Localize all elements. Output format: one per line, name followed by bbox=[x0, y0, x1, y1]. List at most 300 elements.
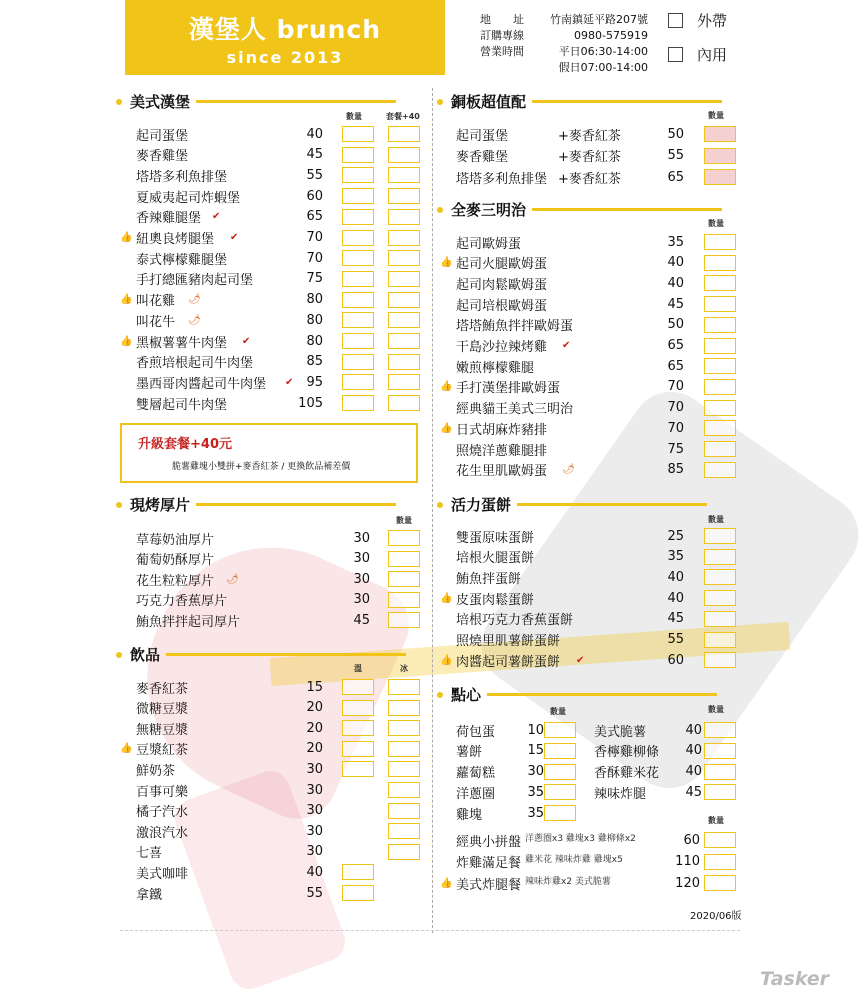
toast-item-qty-box-0[interactable] bbox=[388, 551, 420, 567]
sandwich-item-price: 70 bbox=[667, 379, 684, 395]
burger-item-qty-box-0[interactable] bbox=[342, 230, 374, 246]
burger-item-qty-box-1[interactable] bbox=[388, 188, 420, 204]
burger-item-name: 夏威夷起司炸蝦堡 bbox=[136, 190, 241, 206]
section-burgers-line bbox=[196, 100, 396, 103]
crepe-item bbox=[440, 588, 740, 608]
burger-item-qty-box-0[interactable] bbox=[342, 312, 374, 328]
sandwich-item-qty-box-0[interactable] bbox=[704, 462, 736, 478]
sandwich-item bbox=[440, 356, 740, 376]
snack-item-name: 薯餅 bbox=[456, 745, 483, 761]
snack-item-name: 雞塊 bbox=[456, 807, 483, 823]
burger-item-name: 香辣雞腿堡 bbox=[136, 211, 202, 227]
burger-item-qty-box-0[interactable] bbox=[342, 395, 374, 411]
address-value: 竹南鎮延平路207號 bbox=[550, 13, 648, 26]
combo-item-detail: 洋蔥圈x3 雞塊x3 雞柳條x2 bbox=[525, 833, 636, 844]
sandwich-item-price: 70 bbox=[667, 400, 684, 416]
crepe-item-qty-box-0[interactable] bbox=[704, 632, 736, 648]
col-qty-toast: 數量 bbox=[396, 516, 412, 525]
spicy-icon: 🌶 bbox=[562, 464, 575, 476]
snack-item-price: 40 bbox=[685, 743, 702, 759]
crepe-item-price: 55 bbox=[667, 632, 684, 647]
burger-item-qty-box-0[interactable] bbox=[342, 333, 374, 349]
drink-item bbox=[120, 698, 430, 718]
col-set-burgers: 套餐+40 bbox=[386, 112, 420, 121]
snack-item-name: 香檸雞柳條 bbox=[594, 745, 660, 761]
drink-item bbox=[120, 677, 430, 697]
sandwich-item-qty-box-0[interactable] bbox=[704, 338, 736, 354]
iron-item-qty-box-0[interactable] bbox=[704, 126, 736, 142]
spicy-icon: 🌶 bbox=[188, 294, 201, 306]
sandwich-item-price: 45 bbox=[667, 296, 684, 312]
tasker-logo: Tasker bbox=[760, 968, 830, 990]
section-drinks-dot bbox=[116, 652, 122, 658]
sandwich-item bbox=[440, 232, 740, 252]
burger-item-qty-box-1[interactable] bbox=[388, 292, 420, 308]
drink-item-price: 55 bbox=[306, 885, 323, 901]
sandwich-item bbox=[440, 460, 740, 480]
crepe-item-price: 45 bbox=[667, 611, 684, 627]
drink-item-qty-box-0[interactable] bbox=[342, 700, 374, 716]
burger-item-name: 叫花雞 bbox=[136, 294, 176, 310]
crepe-item-qty-box-0[interactable] bbox=[704, 652, 736, 668]
sandwich-item-price: 70 bbox=[667, 420, 684, 436]
sandwich-item-name: 起司火腿歐姆蛋 bbox=[456, 257, 548, 273]
snack-item-name: 美式脆薯 bbox=[594, 724, 647, 740]
col-qty-burgers: 數量 bbox=[346, 112, 362, 121]
burger-item-qty-box-0[interactable] bbox=[342, 271, 374, 287]
combo-item bbox=[440, 830, 740, 850]
phone-value: 0980-575919 bbox=[574, 29, 648, 42]
sandwich-item bbox=[440, 439, 740, 459]
drink-item-name: 麥香紅茶 bbox=[136, 681, 189, 697]
burger-item-price: 95 bbox=[306, 374, 323, 390]
sandwich-item-qty-box-0[interactable] bbox=[704, 420, 736, 436]
toast-item-qty-box-0[interactable] bbox=[388, 571, 420, 587]
burger-item-qty-box-0[interactable] bbox=[342, 292, 374, 308]
snack-item-qty-box-0[interactable] bbox=[704, 784, 736, 800]
burger-item-qty-box-1[interactable] bbox=[388, 167, 420, 183]
combo-item bbox=[440, 852, 740, 872]
iron-item-price: 65 bbox=[667, 169, 684, 185]
snack-item-price: 40 bbox=[685, 764, 702, 780]
sandwich-item-qty-box-0[interactable] bbox=[704, 317, 736, 333]
sandwich-item-qty-box-0[interactable] bbox=[704, 275, 736, 291]
crepe-item-name: 培根巧克力香蕉蛋餅 bbox=[456, 613, 574, 629]
snack-item-price: 15 bbox=[527, 743, 544, 759]
snack-item bbox=[440, 803, 590, 823]
snack-item-qty-box-0[interactable] bbox=[544, 805, 576, 821]
snack-item-name: 辣味炸腿 bbox=[594, 786, 647, 802]
snack-item-qty-box-0[interactable] bbox=[544, 764, 576, 780]
col-cold-drinks: 冰 bbox=[400, 664, 408, 673]
upgrade-box bbox=[120, 423, 418, 483]
dinein-option[interactable] bbox=[668, 44, 727, 65]
drink-item bbox=[120, 739, 430, 759]
burger-item bbox=[120, 310, 430, 330]
sandwich-item bbox=[440, 253, 740, 273]
section-sandwich bbox=[437, 199, 722, 220]
menu-version: 2020/06版 bbox=[690, 911, 742, 922]
iron-item-price: 55 bbox=[667, 148, 684, 163]
thumbs-up-icon: 👍 bbox=[440, 422, 453, 434]
burger-item-name: 紐奧良烤腿堡 bbox=[136, 232, 215, 247]
shop-title: 漢堡人 brunch bbox=[188, 15, 382, 44]
iron-item bbox=[440, 167, 740, 187]
drink-item-qty-box-0[interactable] bbox=[388, 782, 420, 798]
burger-item bbox=[120, 145, 430, 165]
burger-item-qty-box-1[interactable] bbox=[388, 395, 420, 411]
crepe-item-qty-box-0[interactable] bbox=[704, 549, 736, 565]
burger-item bbox=[120, 186, 430, 206]
crepe-item-qty-box-0[interactable] bbox=[704, 569, 736, 585]
sandwich-item-qty-box-0[interactable] bbox=[704, 400, 736, 416]
sandwich-item bbox=[440, 294, 740, 314]
toast-item-qty-box-0[interactable] bbox=[388, 530, 420, 546]
burger-item-name: 起司蛋堡 bbox=[136, 128, 189, 144]
dinein-checkbox[interactable] bbox=[668, 47, 683, 62]
burger-item-price: 60 bbox=[306, 188, 323, 204]
iron-item-qty-box-0[interactable] bbox=[704, 169, 736, 185]
sandwich-item bbox=[440, 336, 740, 356]
section-iron-dot bbox=[437, 99, 443, 105]
column-divider bbox=[432, 88, 433, 933]
crepe-item-price: 40 bbox=[667, 569, 684, 585]
iron-item-extra: +麥香紅茶 bbox=[558, 128, 621, 144]
drink-item-qty-box-1[interactable] bbox=[388, 679, 420, 695]
snack-item-qty-box-0[interactable] bbox=[704, 722, 736, 738]
burger-item-qty-box-1[interactable] bbox=[388, 126, 420, 142]
toast-item-price: 30 bbox=[353, 592, 370, 608]
toast-item bbox=[120, 569, 430, 589]
burger-item-name: 香煎培根起司牛肉堡 bbox=[136, 356, 254, 372]
sandwich-item-price: 85 bbox=[667, 462, 684, 478]
sandwich-item bbox=[440, 398, 740, 418]
crepe-item-price: 40 bbox=[667, 590, 684, 606]
toast-item-name: 鮪魚拌拌起司厚片 bbox=[136, 614, 241, 630]
drink-item-price: 40 bbox=[306, 864, 323, 880]
sandwich-item-name: 花生里肌歐姆蛋 bbox=[456, 464, 548, 480]
section-iron bbox=[437, 91, 722, 112]
combo-item-name bbox=[456, 852, 623, 871]
snack-item-price: 10 bbox=[527, 722, 544, 738]
shop-info bbox=[480, 12, 648, 76]
burger-item bbox=[120, 352, 430, 372]
burger-item-price: 70 bbox=[306, 250, 323, 266]
burger-item-qty-box-0[interactable] bbox=[342, 126, 374, 142]
thumbs-up-icon: 👍 bbox=[440, 654, 453, 666]
section-toast-dot bbox=[116, 502, 122, 508]
snack-item bbox=[580, 741, 740, 761]
section-burgers bbox=[116, 91, 396, 112]
col-qty-snacks-right: 數量 bbox=[708, 705, 724, 714]
combo-item-qty-box-0[interactable] bbox=[704, 832, 736, 848]
burger-item-price: 80 bbox=[306, 333, 323, 349]
drink-item-qty-box-0[interactable] bbox=[388, 803, 420, 819]
crepe-item-name: 照燒里肌薯餅蛋餅 bbox=[456, 634, 561, 649]
combo-item-price: 110 bbox=[675, 854, 700, 869]
col-qty-snacks-left: 數量 bbox=[550, 707, 566, 716]
snack-item bbox=[440, 762, 590, 782]
section-drinks bbox=[116, 644, 406, 665]
drink-item bbox=[120, 801, 430, 821]
sandwich-item-price: 75 bbox=[667, 441, 684, 457]
combo-item-name-text: 美式炸腿餐 bbox=[456, 877, 522, 893]
drink-item-name: 鮮奶茶 bbox=[136, 763, 176, 779]
burger-item-qty-box-1[interactable] bbox=[388, 230, 420, 246]
drink-item-qty-box-0[interactable] bbox=[342, 720, 374, 736]
sandwich-item bbox=[440, 377, 740, 397]
burger-item-qty-box-1[interactable] bbox=[388, 374, 420, 390]
crepe-item-price: 25 bbox=[667, 528, 684, 544]
burger-item bbox=[120, 228, 430, 248]
burger-item-qty-box-1[interactable] bbox=[388, 209, 420, 225]
crepe-item-qty-box-0[interactable] bbox=[704, 611, 736, 627]
drink-item-price: 30 bbox=[306, 823, 323, 839]
snack-item-price: 35 bbox=[527, 784, 544, 800]
burger-item-name: 墨西哥肉醬起司牛肉堡 bbox=[136, 376, 267, 392]
snack-item bbox=[580, 762, 740, 782]
drink-item-name: 橘子汽水 bbox=[136, 805, 189, 821]
crepe-item-qty-box-0[interactable] bbox=[704, 590, 736, 606]
burger-item-price: 40 bbox=[306, 126, 323, 142]
drink-item-price: 30 bbox=[306, 782, 323, 798]
burger-item-price: 105 bbox=[298, 395, 323, 411]
col-qty-crepe: 數量 bbox=[708, 515, 724, 524]
col-hot-drinks: 溫 bbox=[354, 664, 362, 673]
address-label: 地 址 bbox=[480, 13, 524, 26]
combo-item-detail: 雞米花 辣味炸雞 雞塊x5 bbox=[525, 855, 623, 865]
snack-item-name: 香酥雞米花 bbox=[594, 766, 660, 782]
burger-item bbox=[120, 393, 430, 413]
crepe-item-name: 鮪魚拌蛋餅 bbox=[456, 571, 522, 587]
drink-item-price: 30 bbox=[306, 761, 323, 777]
toast-item bbox=[120, 549, 430, 569]
drink-item-qty-box-0[interactable] bbox=[342, 864, 374, 880]
drink-item-name: 豆漿紅茶 bbox=[136, 743, 189, 759]
drink-item-qty-box-0[interactable] bbox=[342, 741, 374, 757]
bottom-divider bbox=[120, 930, 740, 931]
snack-item bbox=[580, 720, 740, 740]
combo-item-name-text: 炸雞滿足餐 bbox=[456, 856, 522, 871]
sandwich-item-qty-box-0[interactable] bbox=[704, 379, 736, 395]
crepe-item bbox=[440, 609, 740, 629]
title-banner bbox=[125, 0, 445, 75]
combo-item-name-text: 經典小拼盤 bbox=[456, 834, 522, 850]
toast-item-name: 草莓奶油厚片 bbox=[136, 532, 215, 548]
burger-item-qty-box-0[interactable] bbox=[342, 188, 374, 204]
burger-item-name: 泰式檸檬雞腿堡 bbox=[136, 252, 228, 268]
sandwich-item bbox=[440, 273, 740, 293]
burger-item-qty-box-0[interactable] bbox=[342, 354, 374, 370]
snack-item-name: 蘿蔔糕 bbox=[456, 766, 496, 782]
iron-item-name: 塔塔多利魚排堡 bbox=[456, 171, 548, 187]
sandwich-item-qty-box-0[interactable] bbox=[704, 255, 736, 271]
toast-item bbox=[120, 610, 430, 630]
snack-item-qty-box-0[interactable] bbox=[704, 764, 736, 780]
crepe-item-price: 60 bbox=[667, 652, 684, 668]
drink-item-price: 30 bbox=[306, 803, 323, 819]
snack-item bbox=[440, 782, 590, 802]
hours-label: 營業時間 bbox=[480, 45, 524, 58]
drink-item-qty-box-1[interactable] bbox=[388, 700, 420, 716]
burger-item bbox=[120, 248, 430, 268]
iron-item-qty-box-0[interactable] bbox=[704, 148, 736, 164]
crepe-item bbox=[440, 526, 740, 546]
section-drinks-line bbox=[166, 653, 406, 656]
iron-item bbox=[440, 146, 740, 166]
sandwich-item-name: 塔塔鮪魚拌拌歐姆蛋 bbox=[456, 319, 574, 335]
drink-item-name: 百事可樂 bbox=[136, 784, 189, 800]
section-crepe-line bbox=[517, 503, 707, 506]
recommend-check-icon: ✔ bbox=[562, 340, 571, 351]
drink-item-qty-box-0[interactable] bbox=[342, 761, 374, 777]
hours-holiday: 假日07:00-14:00 bbox=[558, 61, 648, 74]
combo-item-name bbox=[456, 874, 611, 893]
sandwich-item-qty-box-0[interactable] bbox=[704, 234, 736, 250]
sandwich-item-price: 40 bbox=[667, 255, 684, 271]
burger-item-qty-box-0[interactable] bbox=[342, 250, 374, 266]
phone-label: 訂購專線 bbox=[480, 29, 524, 42]
toast-item-price: 30 bbox=[353, 571, 370, 587]
spicy-icon: 🌶 bbox=[188, 314, 201, 326]
burger-item-price: 45 bbox=[306, 147, 323, 163]
drink-item-name: 拿鐵 bbox=[136, 887, 163, 903]
burger-item-qty-box-1[interactable] bbox=[388, 312, 420, 328]
drink-item bbox=[120, 718, 430, 738]
thumbs-up-icon: 👍 bbox=[120, 232, 133, 243]
section-snacks bbox=[437, 684, 717, 705]
upgrade-desc: 脆薯雞塊小雙拼+麥香紅茶 / 更換飲品補差價 bbox=[172, 462, 351, 472]
sandwich-item-name: 起司肉鬆歐姆蛋 bbox=[456, 277, 548, 293]
burger-item-name: 雙層起司牛肉堡 bbox=[136, 397, 228, 413]
drink-item bbox=[120, 780, 430, 800]
drink-item-qty-box-1[interactable] bbox=[388, 761, 420, 777]
burger-item-name: 叫花牛 bbox=[136, 314, 176, 330]
section-crepe bbox=[437, 494, 707, 515]
drink-item-qty-box-1[interactable] bbox=[388, 720, 420, 736]
drink-item-price: 20 bbox=[306, 720, 323, 736]
snack-item bbox=[440, 720, 590, 740]
drink-item-name: 微糖豆漿 bbox=[136, 702, 189, 718]
burger-item-name: 手打總匯豬肉起司堡 bbox=[136, 273, 254, 289]
recommend-check-icon: ✔ bbox=[230, 232, 239, 243]
burger-item-price: 85 bbox=[306, 354, 323, 370]
iron-item-name: 起司蛋堡 bbox=[456, 128, 509, 144]
burger-item-qty-box-1[interactable] bbox=[388, 354, 420, 370]
burger-item-qty-box-0[interactable] bbox=[342, 167, 374, 183]
toast-item-price: 45 bbox=[353, 612, 370, 628]
sandwich-item-name: 手打漢堡排歐姆蛋 bbox=[456, 381, 561, 397]
sandwich-item-qty-box-0[interactable] bbox=[704, 441, 736, 457]
sandwich-item-price: 35 bbox=[667, 234, 684, 250]
snack-item-price: 35 bbox=[527, 805, 544, 821]
col-qty-snacks-combo: 數量 bbox=[708, 816, 724, 825]
snack-item-qty-box-0[interactable] bbox=[544, 743, 576, 759]
toast-item-qty-box-0[interactable] bbox=[388, 612, 420, 628]
drink-item-qty-box-0[interactable] bbox=[388, 823, 420, 839]
snack-item-qty-box-0[interactable] bbox=[544, 784, 576, 800]
sandwich-item-qty-box-0[interactable] bbox=[704, 358, 736, 374]
drink-item-qty-box-0[interactable] bbox=[388, 844, 420, 860]
burger-item-qty-box-1[interactable] bbox=[388, 250, 420, 266]
snack-item-qty-box-0[interactable] bbox=[544, 722, 576, 738]
drink-item-qty-box-0[interactable] bbox=[342, 679, 374, 695]
takeout-checkbox[interactable] bbox=[668, 13, 683, 28]
section-toast-text: 現烤厚片 bbox=[130, 496, 191, 514]
recommend-check-icon: ✔ bbox=[242, 335, 251, 347]
burger-item bbox=[120, 165, 430, 185]
drink-item bbox=[120, 862, 430, 882]
hours-weekday: 平日06:30-14:00 bbox=[558, 45, 648, 58]
iron-item-name: 麥香雞堡 bbox=[456, 150, 509, 165]
sandwich-item-price: 40 bbox=[667, 275, 684, 291]
burger-item-qty-box-0[interactable] bbox=[342, 209, 374, 225]
burger-item bbox=[120, 331, 430, 351]
combo-item-qty-box-0[interactable] bbox=[704, 854, 736, 870]
combo-item-qty-box-0[interactable] bbox=[704, 875, 736, 891]
crepe-item-qty-box-0[interactable] bbox=[704, 528, 736, 544]
sandwich-item-name: 起司歐姆蛋 bbox=[456, 236, 522, 252]
spicy-icon: 🌶 bbox=[226, 573, 239, 585]
sandwich-item-qty-box-0[interactable] bbox=[704, 296, 736, 312]
toast-item bbox=[120, 590, 430, 610]
sandwich-item-name: 日式胡麻炸豬排 bbox=[456, 422, 548, 438]
toast-item-name: 花生粒粒厚片 bbox=[136, 573, 215, 589]
snack-item-price: 40 bbox=[685, 722, 702, 738]
thumbs-up-icon: 👍 bbox=[440, 877, 453, 889]
combo-item-price: 60 bbox=[683, 832, 700, 848]
crepe-item-name: 皮蛋肉鬆蛋餅 bbox=[456, 592, 535, 608]
drink-item-price: 20 bbox=[306, 741, 323, 757]
burger-item-qty-box-1[interactable] bbox=[388, 147, 420, 163]
burger-item-qty-box-0[interactable] bbox=[342, 147, 374, 163]
takeout-option[interactable] bbox=[668, 10, 727, 31]
snack-item-price: 45 bbox=[685, 784, 702, 800]
burger-item-price: 80 bbox=[306, 312, 323, 328]
thumbs-up-icon: 👍 bbox=[120, 294, 133, 306]
recommend-check-icon: ✔ bbox=[212, 211, 221, 223]
section-burgers-dot bbox=[116, 99, 122, 105]
snack-item-name: 洋蔥圈 bbox=[456, 786, 496, 802]
thumbs-up-icon: 👍 bbox=[440, 257, 453, 269]
section-burgers-text: 美式漢堡 bbox=[130, 93, 191, 111]
sandwich-item-name: 經典貓王美式三明治 bbox=[456, 402, 574, 418]
drink-item-qty-box-1[interactable] bbox=[388, 741, 420, 757]
toast-item-qty-box-0[interactable] bbox=[388, 592, 420, 608]
section-snacks-line bbox=[487, 693, 717, 696]
crepe-item-name: 培根火腿蛋餅 bbox=[456, 551, 535, 567]
burger-item-name: 麥香雞堡 bbox=[136, 149, 189, 165]
combo-item bbox=[440, 873, 740, 893]
burger-item bbox=[120, 290, 430, 310]
col-qty-iron: 數量 bbox=[708, 111, 724, 120]
upgrade-title: 升級套餐+40元 bbox=[138, 437, 232, 452]
burger-item-price: 75 bbox=[306, 271, 323, 287]
snack-item bbox=[440, 741, 590, 761]
burger-item-qty-box-1[interactable] bbox=[388, 271, 420, 287]
drink-item bbox=[120, 821, 430, 841]
section-sandwich-text: 全麥三明治 bbox=[451, 201, 527, 219]
burger-item-qty-box-0[interactable] bbox=[342, 374, 374, 390]
crepe-item-name: 肉醬起司薯餅蛋餅 bbox=[456, 654, 561, 670]
drink-item-qty-box-0[interactable] bbox=[342, 885, 374, 901]
crepe-item bbox=[440, 567, 740, 587]
snack-item-qty-box-0[interactable] bbox=[704, 743, 736, 759]
snack-item-price: 30 bbox=[527, 764, 544, 780]
burger-item-qty-box-1[interactable] bbox=[388, 333, 420, 349]
drink-item-name: 激浪汽水 bbox=[136, 825, 189, 841]
snack-item bbox=[580, 782, 740, 802]
